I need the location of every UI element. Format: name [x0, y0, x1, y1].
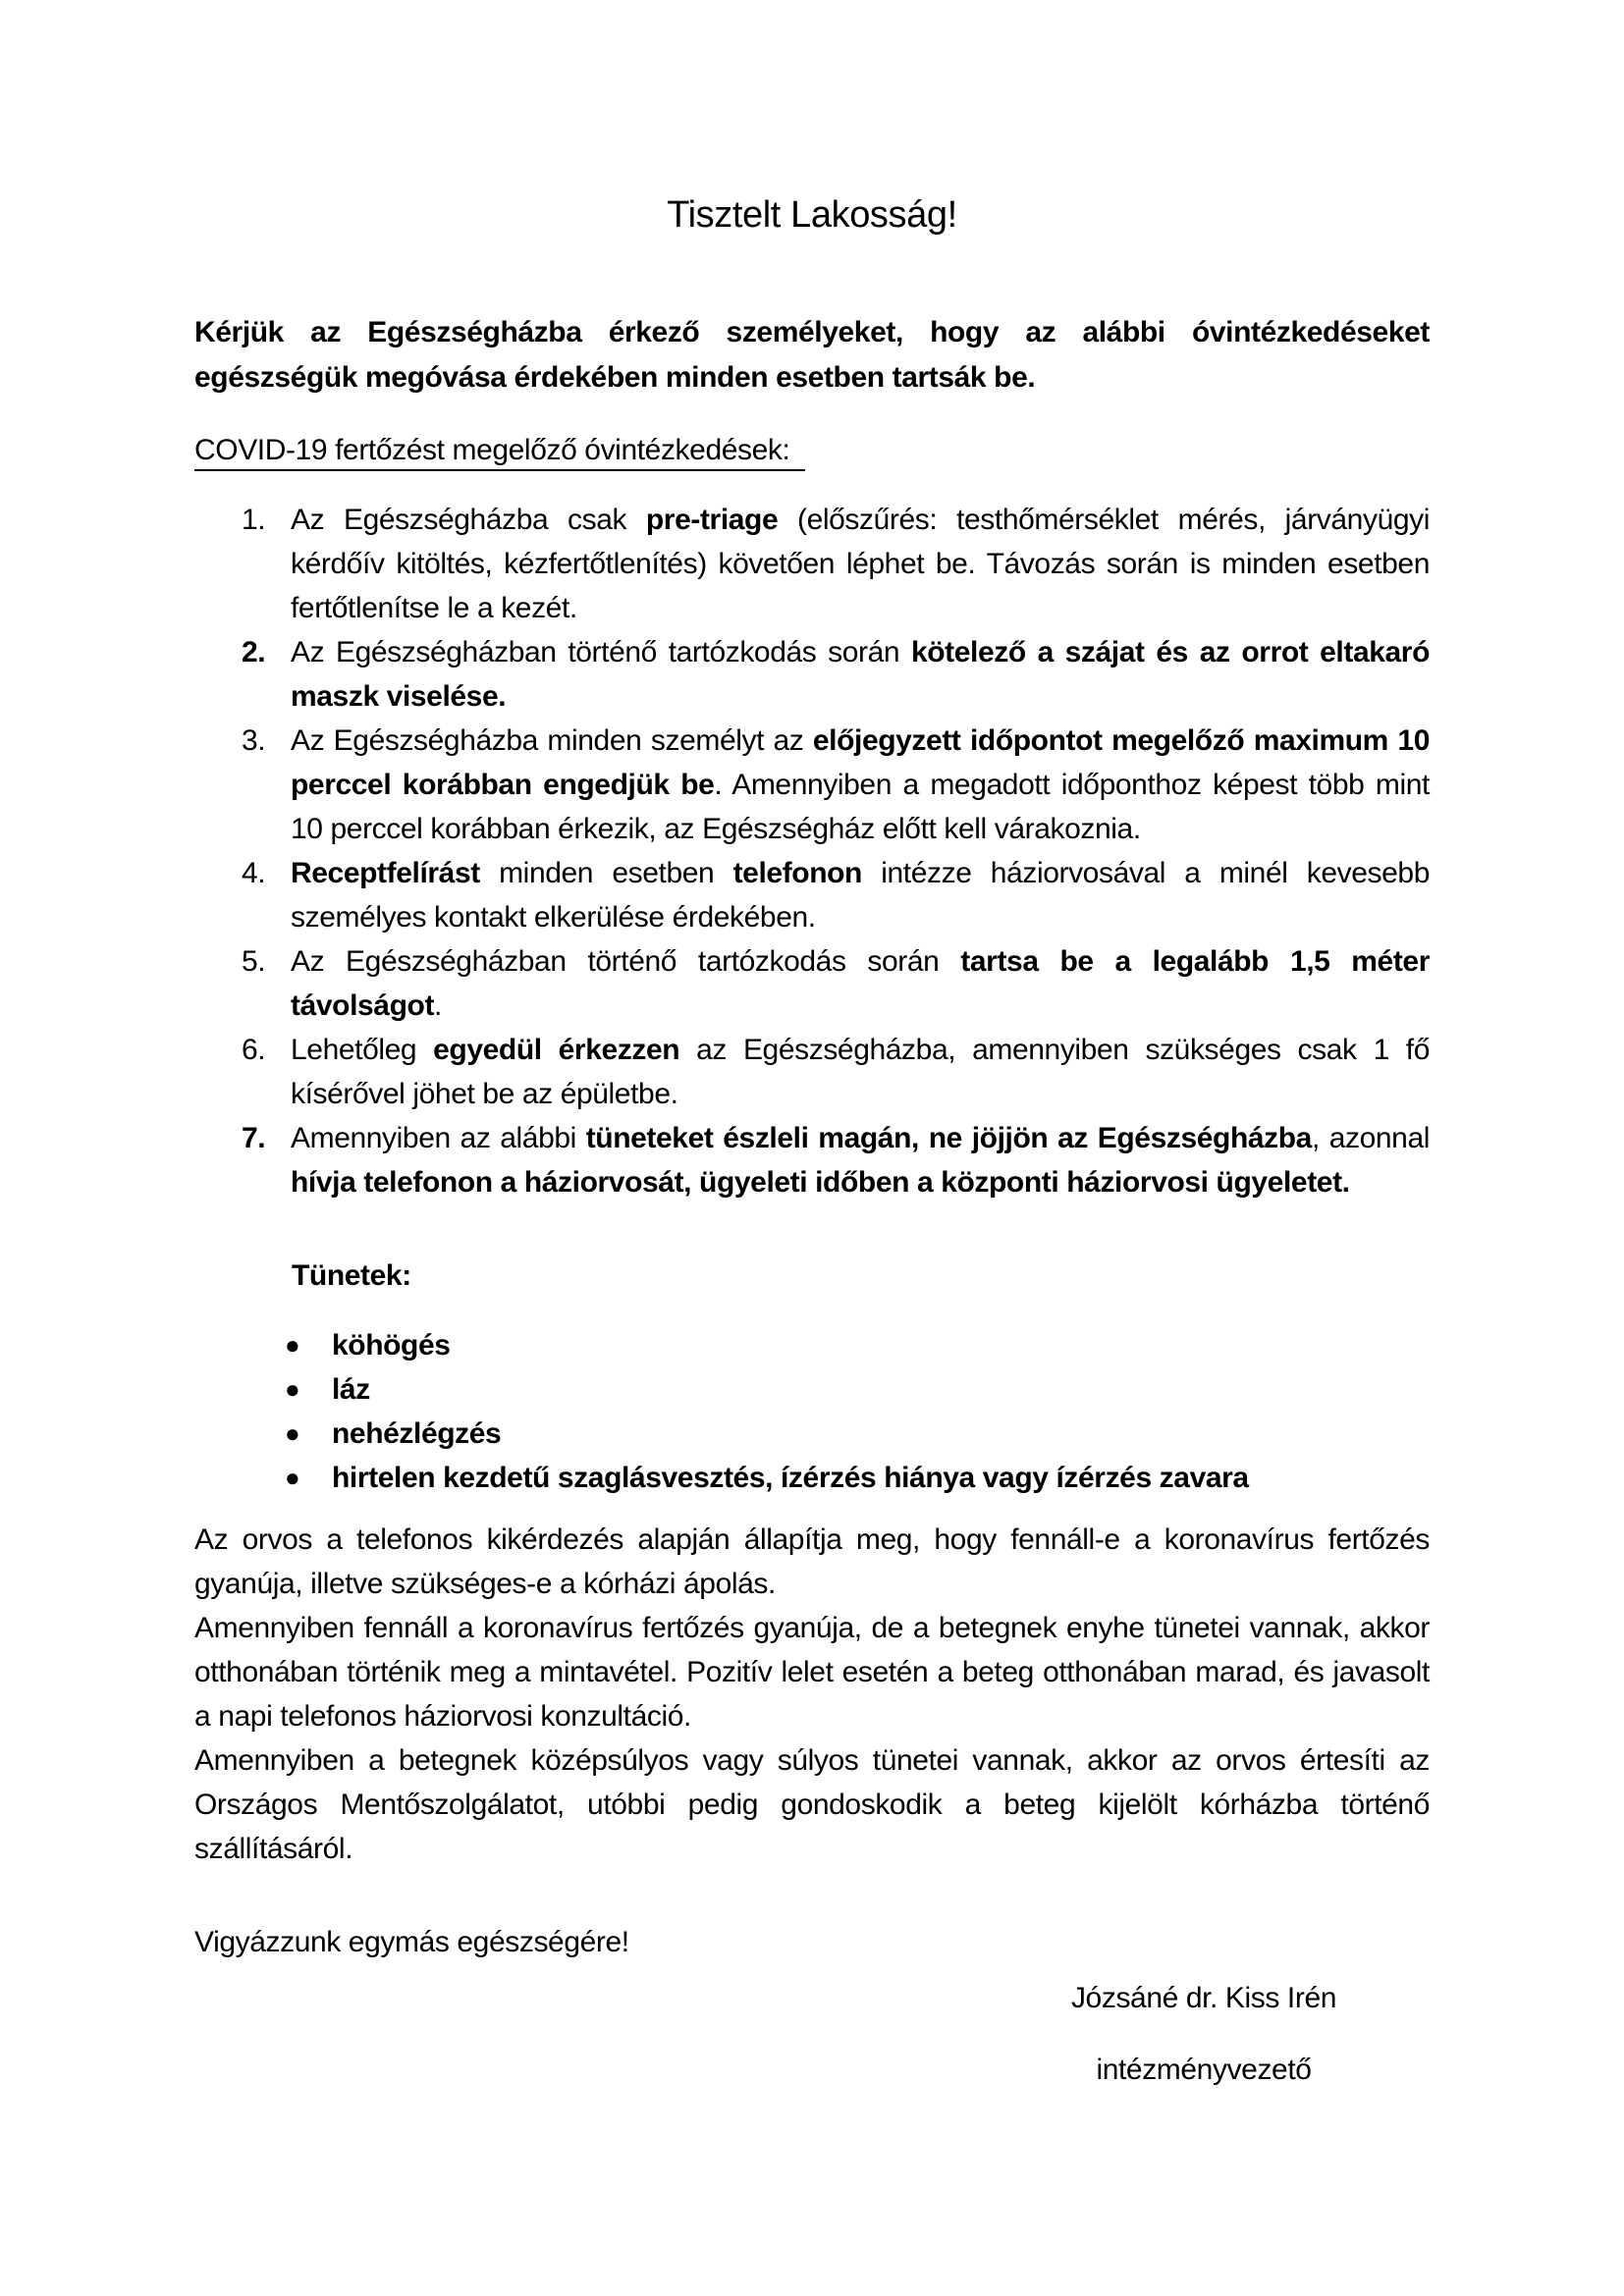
precaution-text: Amennyiben az alábbi tüneteket észleli magán, ne jöjjön az Egészségházba, azonnal hívja telefonon a háziorvosát, ügyeleti időben a központi háziorvosi ügyeletet. — [291, 1122, 1430, 1199]
precaution-text: Az Egészségházban történő tartózkodás során tartsa be a legalább 1,5 méter távolságot. — [291, 945, 1430, 1022]
precaution-text: Az Egészségházban történő tartózkodás során kötelező a szájat és az orrot eltakaró maszk viselése. — [291, 636, 1430, 713]
precaution-item — [194, 851, 1430, 939]
bullet-icon: ● — [285, 1330, 300, 1360]
closing-line: Vigyázzunk egymás egészségére! — [194, 1926, 629, 1958]
symptoms-list — [194, 1323, 1430, 1500]
symptom-label: láz — [332, 1373, 370, 1406]
precaution-text: Receptfelírást minden esetben telefonon intézze háziorvosával a minél kevesebb személyes kontakt elkerülése érdekében. — [291, 857, 1430, 934]
body-paragraph-mild-symptoms: Amennyiben fennáll a koronavírus fertőzés gyanúja, de a betegnek enyhe tünetei vannak, akkor otthonában történik meg a mintavétel. Pozitív lelet esetén a beteg otthonában marad, és javasolt a napi telefonos háziorvosi konzultáció. — [194, 1612, 1430, 1733]
body-paragraphs — [194, 1518, 1430, 1871]
precaution-item — [194, 498, 1430, 630]
precaution-text: Lehetőleg egyedül érkezzen az Egészségházba, amennyiben szükséges csak 1 fő kísérővel jöhet be az épületbe. — [291, 1034, 1431, 1110]
signature-name: Józsáné dr. Kiss Irén — [1070, 1982, 1337, 2014]
symptom-label: hirtelen kezdetű szaglásvesztés, ízérzés hiánya vagy ízérzés zavara — [332, 1462, 1249, 1494]
symptom-label: nehézlégzés — [332, 1417, 502, 1450]
section-heading: COVID-19 fertőzést megelőző óvintézkedések: — [194, 434, 805, 471]
symptom-item — [194, 1412, 1430, 1456]
precaution-text: Az Egészségházba csak pre-triage (előszűrés: testhőmérséklet mérés, járványügyi kérdőív kitöltés, kézfertőtlenítés) követően léphet be. Távozás során is minden esetben fertőtlenítse le a kezét. — [291, 504, 1430, 624]
body-paragraph-severe-symptoms: Amennyiben a betegnek középsúlyos vagy súlyos tünetei vannak, akkor az orvos értesíti az Országos Mentőszolgálatot, utóbbi pedig gondoskodik a beteg kijelölt kórházba történő szállításáról. — [194, 1744, 1430, 1865]
precaution-number: 5. — [242, 945, 266, 978]
symptom-item — [194, 1323, 1430, 1367]
symptom-label: köhögés — [332, 1329, 451, 1362]
precaution-number: 1. — [242, 504, 266, 536]
precautions-list — [194, 498, 1430, 1204]
precaution-number: 3. — [242, 724, 266, 757]
precaution-item — [194, 630, 1430, 719]
bullet-icon: ● — [285, 1418, 300, 1448]
intro-paragraph: Kérjük az Egészségházba érkező személyeket, hogy az alábbi óvintézkedéseket egészségük megóvása érdekében minden esetben tartsák be. — [194, 316, 1430, 394]
signature-block — [978, 1976, 1430, 2092]
precaution-number: 7. — [242, 1122, 266, 1154]
section-heading-line — [194, 428, 1430, 472]
page-title: Tisztelt Lakosság! — [667, 194, 957, 236]
precaution-text: Az Egészségházba minden személyt az előjegyzett időpontot megelőző maximum 10 perccel korábban engedjük be. Amennyiben a megadott időponthoz képest több mint 10 perccel korábban érkezik, az Egészségház előtt kell várakoznia. — [291, 724, 1430, 845]
body-paragraph-triage-decision: Az orvos a telefonos kikérdezés alapján állapítja meg, hogy fennáll-e a koronavírus fertőzés gyanúja, illetve szükséges-e a kórházi ápolás. — [194, 1523, 1430, 1600]
precaution-item — [194, 1116, 1430, 1204]
precaution-number: 2. — [242, 636, 266, 668]
precaution-number: 4. — [242, 857, 266, 889]
precaution-item — [194, 939, 1430, 1028]
precaution-number: 6. — [242, 1034, 266, 1066]
symptom-item — [194, 1456, 1430, 1500]
precaution-item — [194, 719, 1430, 851]
bullet-icon: ● — [285, 1374, 300, 1404]
signature-role: intézményvezető — [1096, 2054, 1312, 2086]
precaution-item — [194, 1028, 1430, 1116]
symptoms-heading: Tünetek: — [292, 1259, 411, 1292]
symptom-item — [194, 1367, 1430, 1412]
bullet-icon: ● — [285, 1463, 300, 1492]
